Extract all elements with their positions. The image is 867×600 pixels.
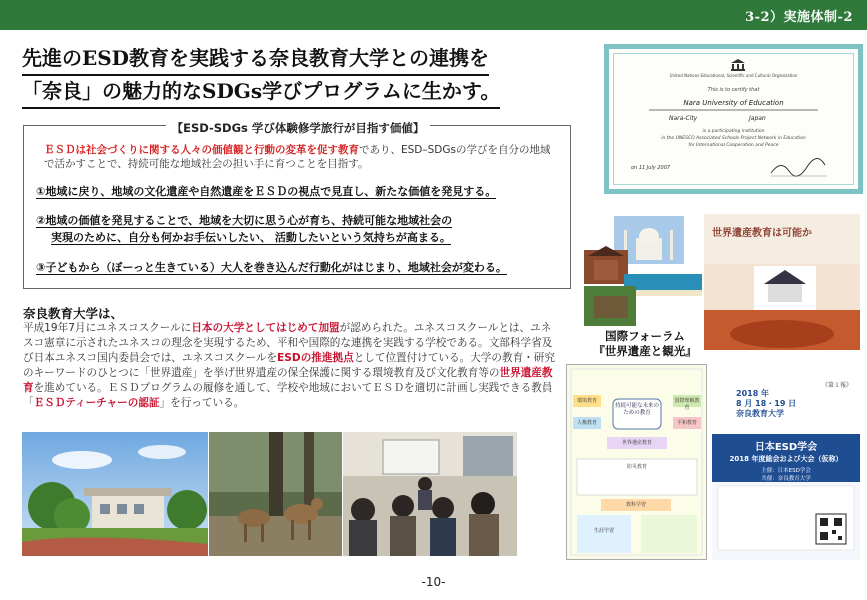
university-body: 平成19年7月にユネスコスクールに日本の大学としてはじめて加盟が認められた。ユネスコスクールとは、ユネスコ憲章に示されたユネスコの理念を実現するため、平和や国際的な連携を実践する学校である。文部科学省及び日本ユネスコ国内委員会では、ユネスコスクールをESDの推進拠点として位置付けている。大学の教育・研究のキーワードのひとつに「世界遺産」を挙げ世界遺産の保全保護に関する環境教育及び文化教育等の世界遺産教育を進めている。ＥＳＤプログラムの履修を通して、学校や地域においてＥＳＤを適切に計画し実践できる教員「ＥＳＤティーチャーの認証」を行っている。 — [23, 322, 555, 410]
flyer-meeting: 2018 年度総会および大会（仮称） — [729, 455, 843, 463]
values-box-title: 【ESD-SDGs 学び体験修学旅行が目指す価値】 — [166, 121, 431, 135]
flyer-cohost: 共催：奈良教育大学 — [761, 476, 811, 482]
university-title: 奈良教育大学は、 — [23, 306, 124, 321]
values-intro-highlight: ＥＳＤは社会づくりに関する人々の価値観と行動の変革を促す教育 — [44, 144, 359, 156]
unesco-logo-icon — [731, 59, 745, 71]
highlight-heritage-education: 世界遺産教育 — [23, 367, 553, 395]
book-cover — [704, 214, 860, 350]
highlight-first-member: 日本の大学としてはじめて加盟 — [191, 322, 340, 334]
diagram-center: 持続可能な未来のための教育 — [614, 403, 659, 416]
flyer-organizer: 主催：日本ESD学会 — [761, 468, 811, 474]
cert-line-3: for International Cooperation and Peace — [688, 143, 779, 148]
flyer-year: 2018 年 — [736, 389, 770, 398]
forum-line-1: 国際フォーラム — [605, 329, 685, 343]
esd-diagram: 持続可能な未来のための教育 環境教育 国際理解教育 人権教育 平和教育 世界遺産教育 防災教育 教科学習 生涯学習 — [566, 364, 707, 560]
header-bar — [0, 0, 867, 30]
headline — [22, 43, 592, 109]
values-intro — [44, 143, 559, 171]
highlight-esd-teacher: ＥＳＤティーチャーの認証 — [33, 397, 160, 410]
cert-line-1: is a participating institution — [702, 129, 765, 134]
flyer-date: 8 月 18・19 日 — [736, 399, 797, 408]
value-item-2-cont: 実現のために、自分も何かお手伝いしたい、 活動したいという気持ちが高まる。 — [51, 231, 451, 244]
deer-photo — [209, 432, 342, 556]
highlight-esd-hub: ESDの推進拠点 — [277, 352, 354, 365]
cert-country: Japan — [749, 115, 766, 122]
esd-conference-flyer — [712, 374, 860, 560]
value-item-3: ③子どもから（ぼーっと生きている）大人を巻き込んだ行動化がはじまり、地域社会が変わる。 — [36, 261, 507, 274]
cert-org: United Nations Educational, Scientific and Cultural Organization — [669, 73, 798, 78]
campus-photo — [22, 432, 208, 556]
unesco-certificate — [604, 44, 863, 194]
cert-city: Nara-City — [669, 115, 698, 122]
headline-line-2: 「奈良」の魅力的なSDGs学びプログラムに生かす。 — [22, 76, 500, 109]
values-intro-text: であり、ESD–SDGsの学びを自分の地域で活かすことで、持続可能な地域社会の担い手に育つことを目指す。 — [44, 144, 551, 170]
section-label: 3-2）実施体制-2 — [745, 10, 853, 25]
flyer-event: 日本ESD学会 — [754, 442, 818, 453]
world-heritage-collage — [584, 216, 702, 326]
book-title: 世界遺産教育は可能か — [712, 228, 812, 239]
value-item-2: ②地域の価値を発見することで、地域を大切に思う心が育ち、持続可能な地域社会の — [36, 214, 453, 227]
page-number: -10- — [421, 575, 446, 589]
classroom-photo — [343, 432, 517, 556]
headline-line-1: 先進のESD教育を実践する奈良教育大学との連携を — [22, 43, 489, 76]
flyer-number: 《第１報》 — [821, 382, 852, 389]
cert-name: Nara University of Education — [683, 99, 784, 107]
signature-icon — [769, 157, 829, 179]
values-box — [23, 121, 571, 289]
forum-label — [585, 329, 705, 359]
forum-line-2: 『世界遺産と観光』 — [593, 344, 697, 358]
cert-certify: This is to certify that — [707, 87, 760, 93]
value-item-1: ①地域に戻り、地域の文化遺産や自然遺産をＥＳＤの視点で見直し、新たな価値を発見する。 — [36, 185, 497, 198]
cert-line-2: in the UNESCO Associated Schools Project Network in Education — [661, 136, 806, 141]
cert-date: on 11 July 2007 — [631, 165, 671, 171]
flyer-venue: 奈良教育大学 — [736, 409, 784, 418]
